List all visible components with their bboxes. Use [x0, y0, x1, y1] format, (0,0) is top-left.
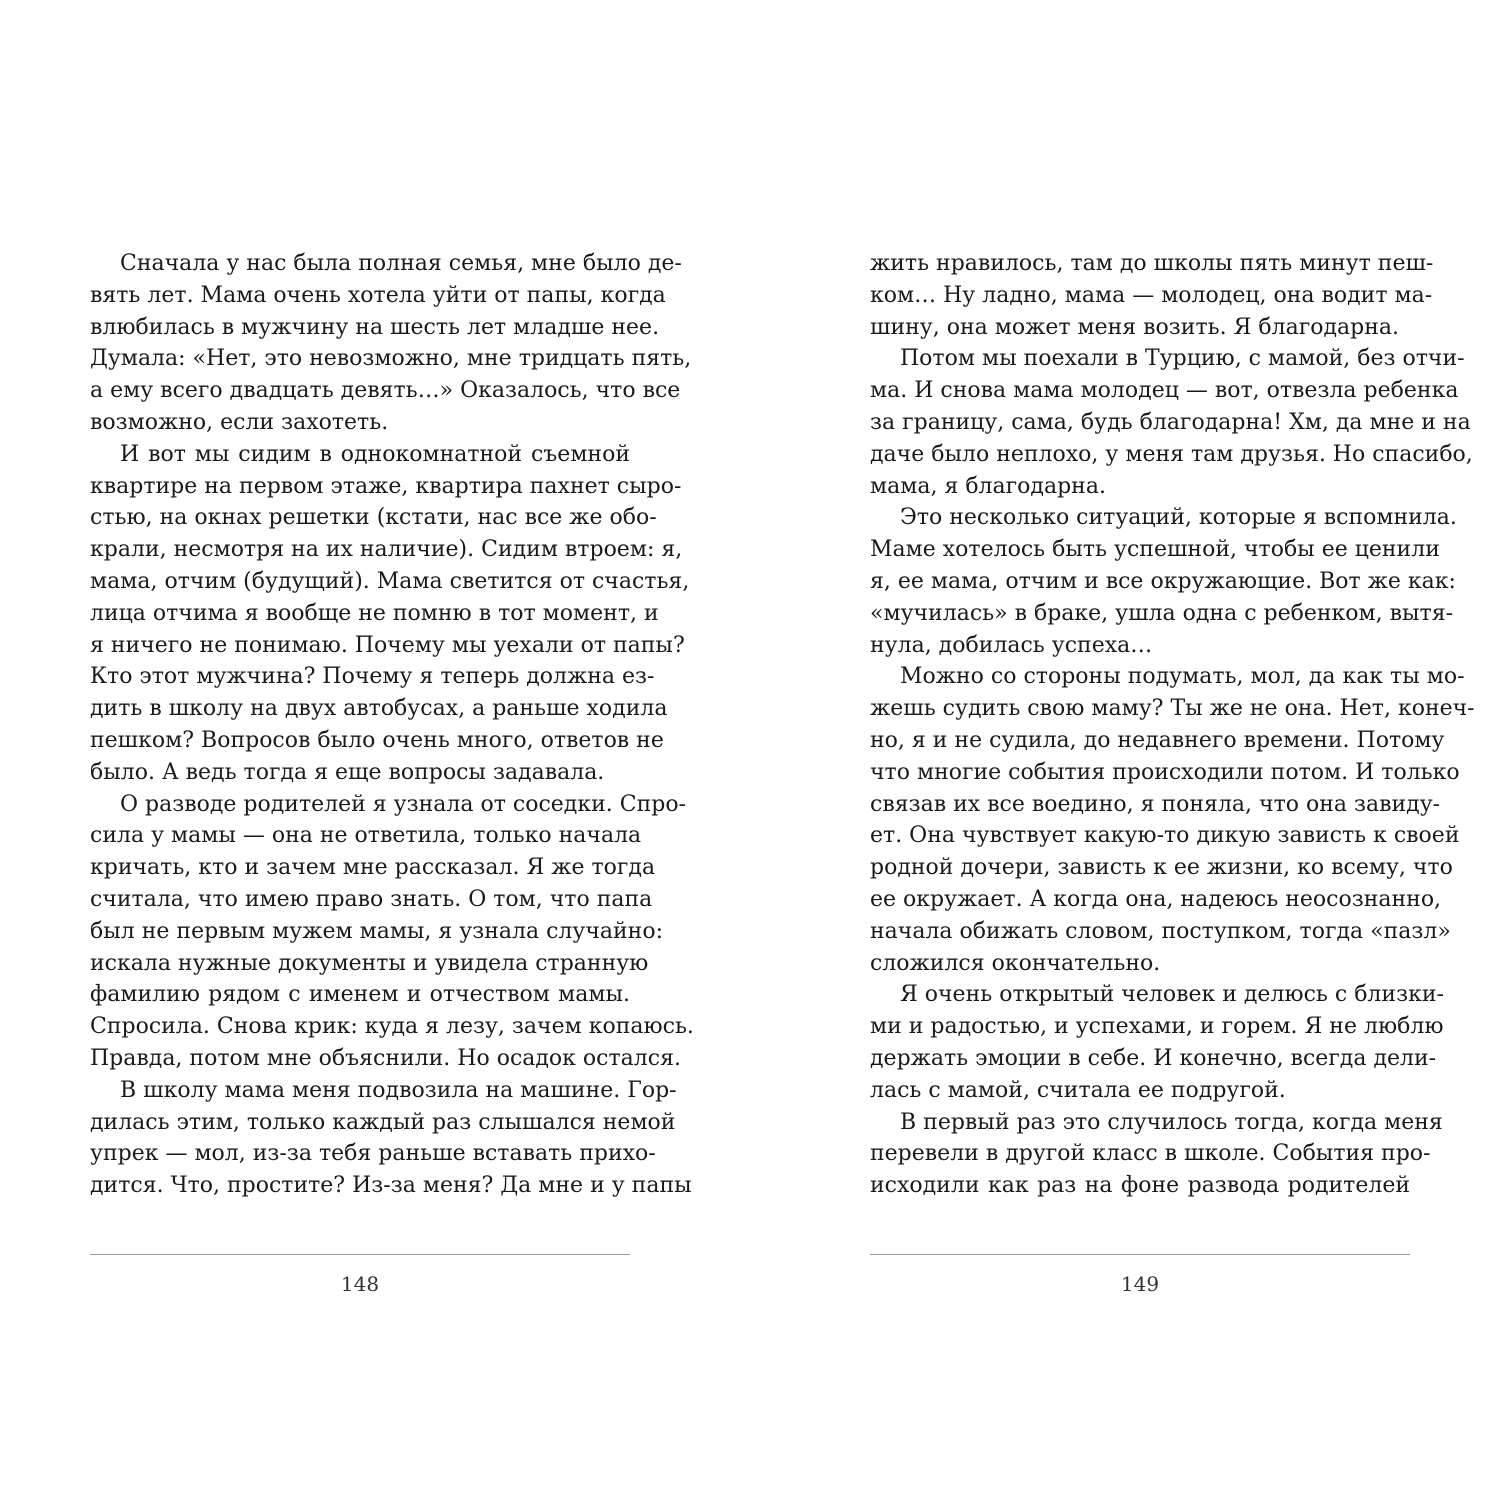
text-line: И вот мы сидим в однокомнатной съемной: [120, 441, 630, 467]
text-line: вять лет. Мама очень хотела уйти от папы, когда: [90, 282, 666, 308]
text-line: Можно со стороны подумать, мол, да как ты мо-: [900, 664, 1465, 690]
text-line: Потом мы поехали в Турцию, с мамой, без отчи-: [900, 346, 1465, 372]
text-line: начала обижать словом, поступком, тогда «пазл»: [870, 918, 1451, 944]
text-line: мама, я благодарна.: [870, 473, 1106, 499]
text-line: В школу мама меня подвозила на машине. Гор-: [120, 1077, 677, 1103]
footer-rule: [870, 1254, 1410, 1255]
text-line: родной дочери, зависть к ее жизни, ко всему, что: [870, 855, 1453, 881]
text-line: дится. Что, простите? Из-за меня? Да мне и у папы: [90, 1173, 692, 1199]
text-line: Сначала у нас была полная семья, мне было де-: [120, 251, 682, 276]
text-line: упрек — мол, из-за тебя раньше вставать прихо-: [90, 1141, 656, 1167]
page-text: [90, 248, 694, 1208]
text-line: О разводе родителей я узнала от соседки. Спро-: [120, 791, 686, 817]
text-line: жить нравилось, там до школы пять минут пеш-: [870, 251, 1434, 276]
text-line: Я очень открытый человек и делюсь с близки-: [900, 982, 1444, 1008]
text-line: что многие события происходили потом. И только: [870, 759, 1460, 785]
text-line: крали, несмотря на их наличие). Сидим втроем: я,: [90, 537, 683, 563]
page-number: 148: [340, 1272, 380, 1296]
text-line: возможно, если захотеть.: [90, 409, 389, 435]
text-line: лица отчима я вообще не помню в тот момент, и: [90, 600, 659, 626]
text-line: но, я и не судила, до недавнего времени. Потому: [870, 727, 1445, 753]
page-number: 149: [1120, 1272, 1160, 1296]
text-line: нула, добилась успеха…: [870, 632, 1153, 658]
text-line: за границу, сама, будь благодарна! Хм, да мне и на: [870, 409, 1471, 435]
footer-rule: [90, 1254, 630, 1255]
text-line: связав их все воедино, я поняла, что она завиду-: [870, 791, 1441, 817]
text-line: а ему всего двадцать девять…» Оказалось, что все: [90, 378, 681, 404]
text-line: Маме хотелось быть успешной, чтобы ее ценили: [870, 537, 1440, 563]
text-line: я, ее мама, отчим и все окружающие. Вот же как:: [870, 568, 1456, 594]
text-line: ма. И снова мама молодец — вот, отвезла ребенка: [870, 378, 1459, 404]
text-line: дилась этим, только каждый раз слышался немой: [90, 1109, 676, 1135]
text-line: даче было неплохо, у меня там друзья. Но спасибо,: [870, 441, 1473, 467]
text-line: сила у мамы — она не ответила, только начала: [90, 823, 642, 849]
right-page: [870, 248, 1475, 1296]
text-line: кричать, кто и зачем мне рассказал. Я же тогда: [90, 855, 656, 881]
text-line: жешь судить свою маму? Ты же не она. Нет, конеч-: [870, 696, 1475, 722]
text-line: Это несколько ситуаций, которые я вспомнила.: [900, 505, 1457, 531]
text-line: мама, отчим (будущий). Мама светится от счастья,: [90, 568, 690, 594]
text-line: В первый раз это случилось тогда, когда меня: [900, 1109, 1443, 1135]
text-line: перевели в другой класс в школе. События про-: [870, 1141, 1431, 1167]
page-text: [870, 248, 1475, 1208]
text-line: Спросила. Снова крик: куда я лезу, зачем копаюсь.: [90, 1014, 694, 1040]
text-line: Правда, потом мне объяснили. Но осадок остался.: [90, 1045, 681, 1071]
text-line: лась с мамой, считала ее подругой.: [870, 1077, 1286, 1103]
text-line: ми и радостью, и успехами, и горем. Я не люблю: [870, 1014, 1444, 1040]
text-line: влюбилась в мужчину на шесть лет младше нее.: [90, 314, 660, 340]
left-page: [90, 248, 694, 1296]
text-line: искала нужные документы и увидела странную: [90, 950, 649, 976]
text-line: фамилию рядом с именем и отчеством мамы.: [90, 982, 630, 1008]
text-line: Кто этот мужчина? Почему я теперь должна ез-: [90, 664, 655, 690]
text-line: ет. Она чувствует какую-то дикую зависть к своей: [870, 823, 1460, 849]
text-line: стью, на окнах решетки (кстати, нас все же обо-: [90, 505, 657, 531]
text-line: было. А ведь тогда я еще вопросы задавала.: [90, 759, 605, 785]
text-line: пешком? Вопросов было очень много, ответов не: [90, 727, 664, 753]
text-line: квартире на первом этаже, квартира пахнет сыро-: [90, 473, 682, 499]
text-line: ком… Ну ладно, мама — молодец, она водит ма-: [870, 282, 1433, 308]
text-line: «мучилась» в браке, ушла одна с ребенком, вытя-: [870, 600, 1454, 626]
text-line: держать эмоции в себе. И конечно, всегда дели-: [870, 1045, 1437, 1071]
text-line: шину, она может меня возить. Я благодарна.: [870, 314, 1399, 340]
text-line: сложился окончательно.: [870, 950, 1161, 976]
text-line: дить в школу на двух автобусах, а раньше ходила: [90, 696, 668, 722]
text-line: считала, что имею право знать. О том, что папа: [90, 886, 653, 912]
text-line: был не первым мужем мамы, я узнала случайно:: [90, 918, 663, 944]
text-line: ее окружает. А когда она, надеюсь неосознанно,: [870, 886, 1442, 912]
text-line: я ничего не понимаю. Почему мы уехали от папы?: [90, 632, 685, 658]
text-line: Думала: «Нет, это невозможно, мне тридцать пять,: [90, 346, 692, 372]
text-line: исходили как раз на фоне развода родителей: [870, 1173, 1410, 1199]
